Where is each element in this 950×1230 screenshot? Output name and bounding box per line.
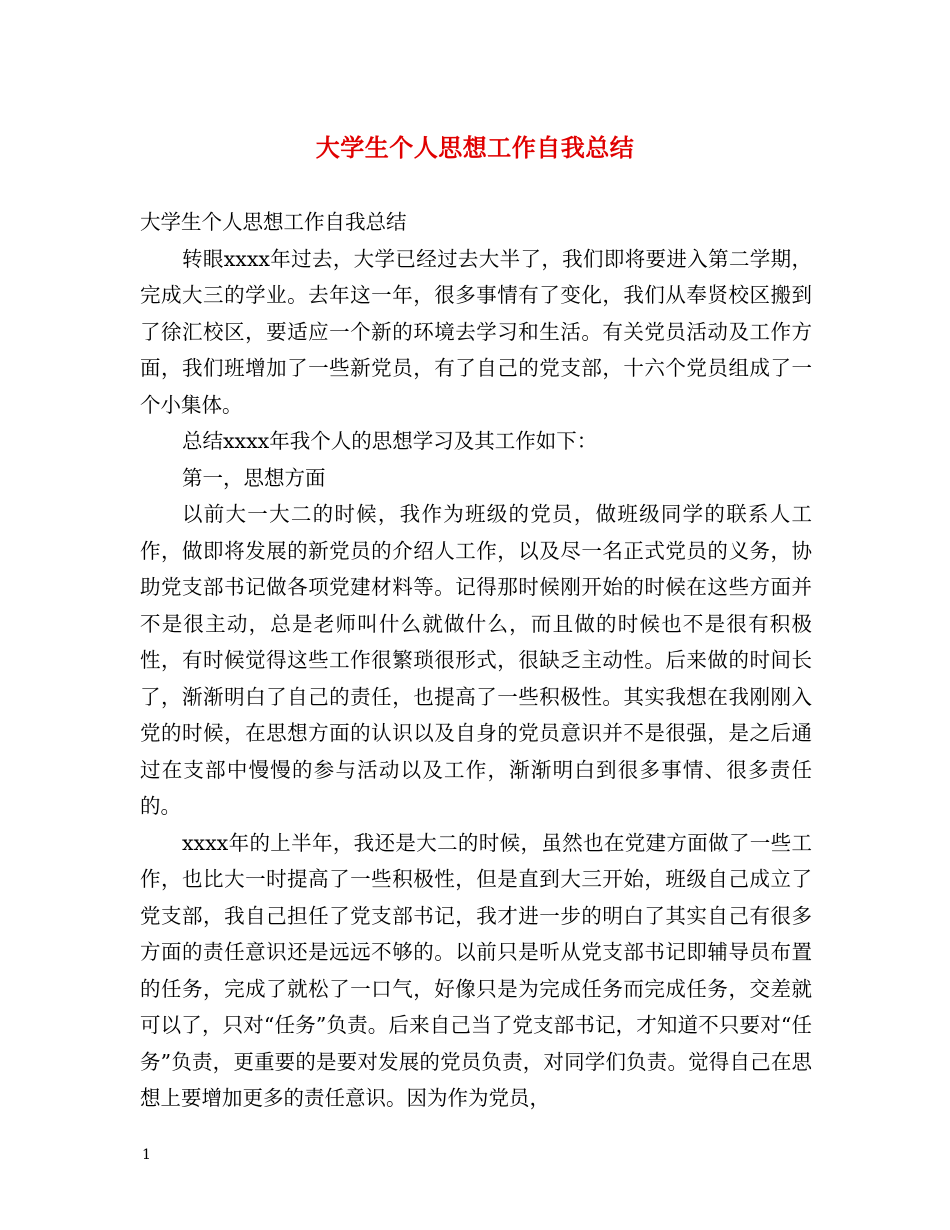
paragraph-intro: 转眼xxxx年过去，大学已经过去大半了，我们即将要进入第二学期，完成大三的学业。去年这一年，很多事情有了变化，我们从奉贤校区搬到了徐汇校区，要适应一个新的环境去学习和生活。有关党员活动及工作方面，我们班增加了一些新党员，有了自己的党支部，十六个党员组成了一个小集体。 xyxy=(140,246,812,417)
paragraph-summary-lead: 总结xxxx年我个人的思想学习及其工作如下： xyxy=(182,429,598,453)
paragraph-past-work: 以前大一大二的时候，我作为班级的党员，做班级同学的联系人工作，做即将发展的新党员的介绍人工作，以及尽一名正式党员的义务，协助党支部书记做各项党建材料等。记得那时候刚开始的时候在这些方面并不是很主动，总是老师叫什么就做什么，而且做的时候也不是很有积极性，有时候觉得这些工作很繁琐很形式，很缺乏主动性。后来做的时间长了，渐渐明白了自己的责任，也提高了一些积极性。其实我想在我刚刚入党的时候，在思想方面的认识以及自身的党员意识并不是很强，是之后通过在支部中慢慢的参与活动以及工作，渐渐明白到很多事情、很多责任的。 xyxy=(140,502,812,818)
paragraph-branch-secretary: xxxx年的上半年，我还是大二的时候，虽然也在党建方面做了一些工作，也比大一时提高了一些积极性，但是直到大三开始，班级自己成立了党支部，我自己担任了党支部书记，我才进一步的明白了其实自己有很多方面的责任意识还是远远不够的。以前只是听从党支部书记即辅导员布置的任务，完成了就松了一口气，好像只是为完成任务而完成任务，交差就可以了，只对“任务”负责。后来自己当了党支部书记，才知道不只要对“任务”负责，更重要的是要对发展的党员负责，对同学们负责。觉得自己在思想上要增加更多的责任意识。因为作为党员， xyxy=(140,830,812,1110)
section-heading-thought: 第一，思想方面 xyxy=(182,465,326,490)
page-number: 1 xyxy=(142,1147,151,1163)
document-heading: 大学生个人思想工作自我总结 xyxy=(140,210,407,234)
document-body xyxy=(140,204,812,1117)
document-title: 大学生个人思想工作自我总结 xyxy=(315,133,635,162)
